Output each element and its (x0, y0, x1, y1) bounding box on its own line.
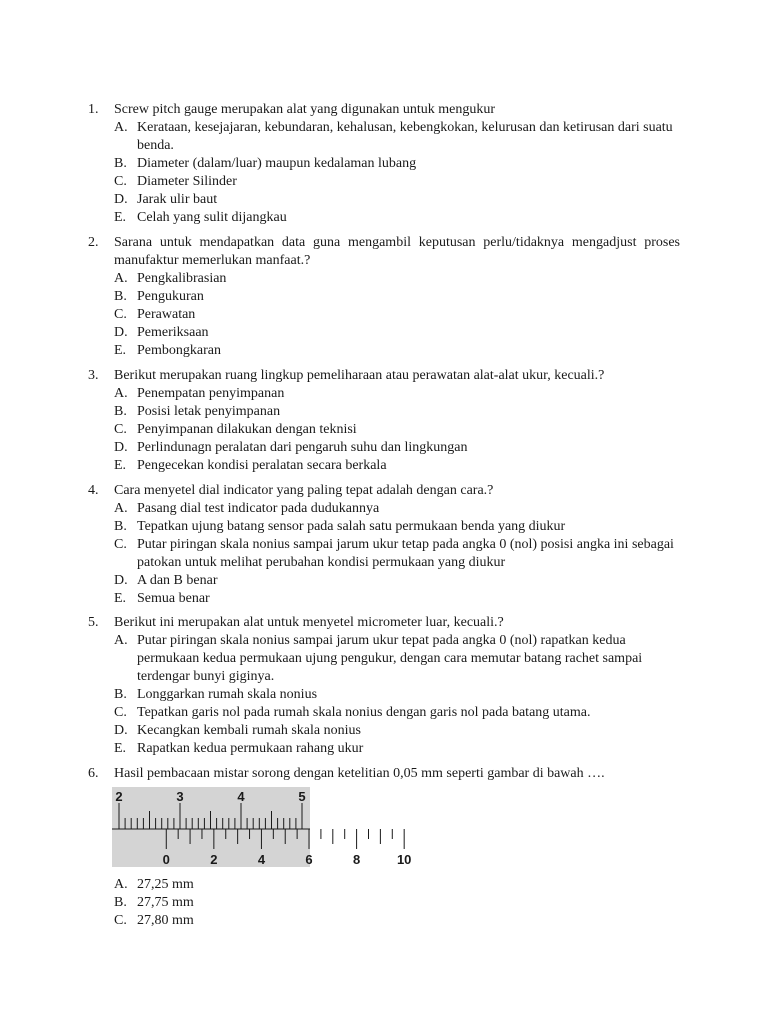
option-a (114, 119, 680, 155)
option-letter: A. (114, 271, 128, 286)
option-text: Tepatkan garis nol pada rumah skala nonius dengan garis nol pada batang utama. (137, 705, 591, 720)
option-b (114, 403, 680, 421)
option-text: Diameter Silinder (137, 174, 237, 189)
main-scale-label: 5 (298, 789, 306, 804)
option-letter: D. (114, 573, 128, 588)
option-letter: A. (114, 877, 128, 892)
option-text: Jarak ulir baut (137, 192, 218, 207)
option-letter: B. (114, 895, 127, 910)
option-list (114, 270, 680, 360)
vernier-caliper-figure (112, 787, 412, 867)
question-number: 3. (88, 368, 99, 383)
vernier-scale-label: 0 (162, 852, 170, 867)
option-text: 27,80 mm (137, 913, 194, 928)
option-letter: C. (114, 705, 127, 720)
question-text: Cara menyetel dial indicator yang paling tepat adalah dengan cara.? (114, 483, 494, 498)
option-a (114, 500, 680, 518)
option-letter: C. (114, 537, 127, 552)
option-c (114, 536, 680, 572)
option-text: Perawatan (137, 307, 196, 322)
option-text: Perlindunagn peralatan dari pengaruh suhu dan lingkungan (137, 440, 468, 455)
option-text: Pengkalibrasian (137, 271, 227, 286)
option-text: Diameter (dalam/luar) maupun kedalaman lubang (137, 156, 417, 171)
option-text: Penyimpanan dilakukan dengan teknisi (137, 422, 357, 437)
option-c (114, 306, 680, 324)
option-text: Kerataan, kesejajaran, kebundaran, kehalusan, kebengkokan, kelurusan dan ketirusan dari suatu benda. (137, 120, 673, 153)
option-c (114, 912, 680, 930)
option-b (114, 288, 680, 306)
vernier-scale-label: 4 (257, 852, 266, 867)
option-c (114, 421, 680, 439)
option-text: Celah yang sulit dijangkau (137, 210, 287, 225)
option-letter: E. (114, 741, 127, 756)
question-text: Sarana untuk mendapatkan data guna mengambil keputusan perlu/tidaknya mengadjust proses manufaktur memerlukan manfaat.? (114, 235, 680, 268)
option-list (114, 119, 680, 227)
option-text: Semua benar (137, 591, 210, 606)
option-text: 27,25 mm (137, 877, 194, 892)
option-a (114, 270, 680, 288)
option-b (114, 894, 680, 912)
option-d (114, 191, 680, 209)
question-text: Berikut merupakan ruang lingkup pemeliharaan atau perawatan alat-alat ukur, kecuali.? (114, 368, 605, 383)
option-a (114, 385, 680, 403)
question-2 (88, 234, 680, 360)
option-b (114, 518, 680, 536)
option-d (114, 572, 680, 590)
option-e (114, 590, 680, 608)
main-scale-label: 3 (176, 789, 184, 804)
option-letter: B. (114, 404, 127, 419)
option-letter: D. (114, 440, 128, 455)
option-letter: A. (114, 633, 128, 648)
option-b (114, 155, 680, 173)
option-text: Posisi letak penyimpanan (137, 404, 281, 419)
option-text: Putar piringan skala nonius sampai jarum ukur tetap pada angka 0 (nol) posisi angka ini sebagai patokan untuk melihat perubahan kondisi permukaan yang diukur (137, 537, 674, 570)
option-d (114, 324, 680, 342)
question-6 (88, 765, 680, 783)
option-text: Longgarkan rumah skala nonius (137, 687, 318, 702)
option-text: Pasang dial test indicator pada dudukannya (137, 501, 380, 516)
option-text: Rapatkan kedua permukaan rahang ukur (137, 741, 364, 756)
option-letter: E. (114, 343, 127, 358)
option-list (114, 385, 680, 475)
option-letter: B. (114, 156, 127, 171)
option-letter: E. (114, 210, 127, 225)
option-letter: A. (114, 120, 128, 135)
option-text: Kecangkan kembali rumah skala nonius (137, 723, 361, 738)
question-number: 5. (88, 615, 99, 630)
option-text: Tepatkan ujung batang sensor pada salah satu permukaan benda yang diukur (137, 519, 566, 534)
question-text: Screw pitch gauge merupakan alat yang digunakan untuk mengukur (114, 102, 495, 117)
option-a (114, 632, 680, 686)
option-text: Pengecekan kondisi peralatan secara berkala (137, 458, 387, 473)
option-letter: B. (114, 289, 127, 304)
option-c (114, 173, 680, 191)
question-3 (88, 367, 680, 475)
option-list (114, 632, 680, 758)
option-text: 27,75 mm (137, 895, 194, 910)
option-e (114, 342, 680, 360)
option-letter: A. (114, 386, 128, 401)
option-letter: C. (114, 174, 127, 189)
option-e (114, 209, 680, 227)
question-number: 6. (88, 766, 99, 781)
vernier-scale-label: 10 (396, 852, 412, 867)
option-e (114, 457, 680, 475)
option-text: Putar piringan skala nonius sampai jarum ukur tepat pada angka 0 (nol) rapatkan kedua permukaan kedua permukaan ujung pengukur, dengan cara memutar batang rachet sampai terdengar bunyi giginya. (137, 633, 643, 684)
option-letter: C. (114, 422, 127, 437)
main-scale-label: 2 (115, 789, 123, 804)
option-list (114, 876, 680, 930)
vernier-scale-label: 2 (210, 852, 218, 867)
question-text: Hasil pembacaan mistar sorong dengan ketelitian 0,05 mm seperti gambar di bawah …. (114, 766, 605, 781)
question-text: Berikut ini merupakan alat untuk menyetel micrometer luar, kecuali.? (114, 615, 504, 630)
option-text: Pembongkaran (137, 343, 221, 358)
option-letter: D. (114, 192, 128, 207)
option-text: A dan B benar (137, 573, 218, 588)
option-d (114, 439, 680, 457)
option-letter: D. (114, 723, 128, 738)
option-list (114, 500, 680, 608)
option-text: Pemeriksaan (137, 325, 209, 340)
vernier-scale-label: 6 (305, 852, 313, 867)
main-scale-label: 4 (237, 789, 245, 804)
option-letter: B. (114, 687, 127, 702)
option-letter: E. (114, 591, 127, 606)
option-e (114, 740, 680, 758)
question-5 (88, 614, 680, 758)
option-text: Pengukuran (137, 289, 204, 304)
vernier-scale-label: 8 (352, 852, 361, 867)
question-number: 1. (88, 102, 99, 117)
option-letter: D. (114, 325, 128, 340)
option-c (114, 704, 680, 722)
option-text: Penempatan penyimpanan (137, 386, 285, 401)
option-letter: C. (114, 307, 127, 322)
question-number: 4. (88, 483, 99, 498)
question-number: 2. (88, 235, 99, 250)
option-letter: A. (114, 501, 128, 516)
option-d (114, 722, 680, 740)
option-letter: B. (114, 519, 127, 534)
option-a (114, 876, 680, 894)
question-6-options (88, 876, 680, 930)
option-letter: C. (114, 913, 127, 928)
option-b (114, 686, 680, 704)
question-1 (88, 101, 680, 227)
option-letter: E. (114, 458, 127, 473)
question-4 (88, 482, 680, 608)
